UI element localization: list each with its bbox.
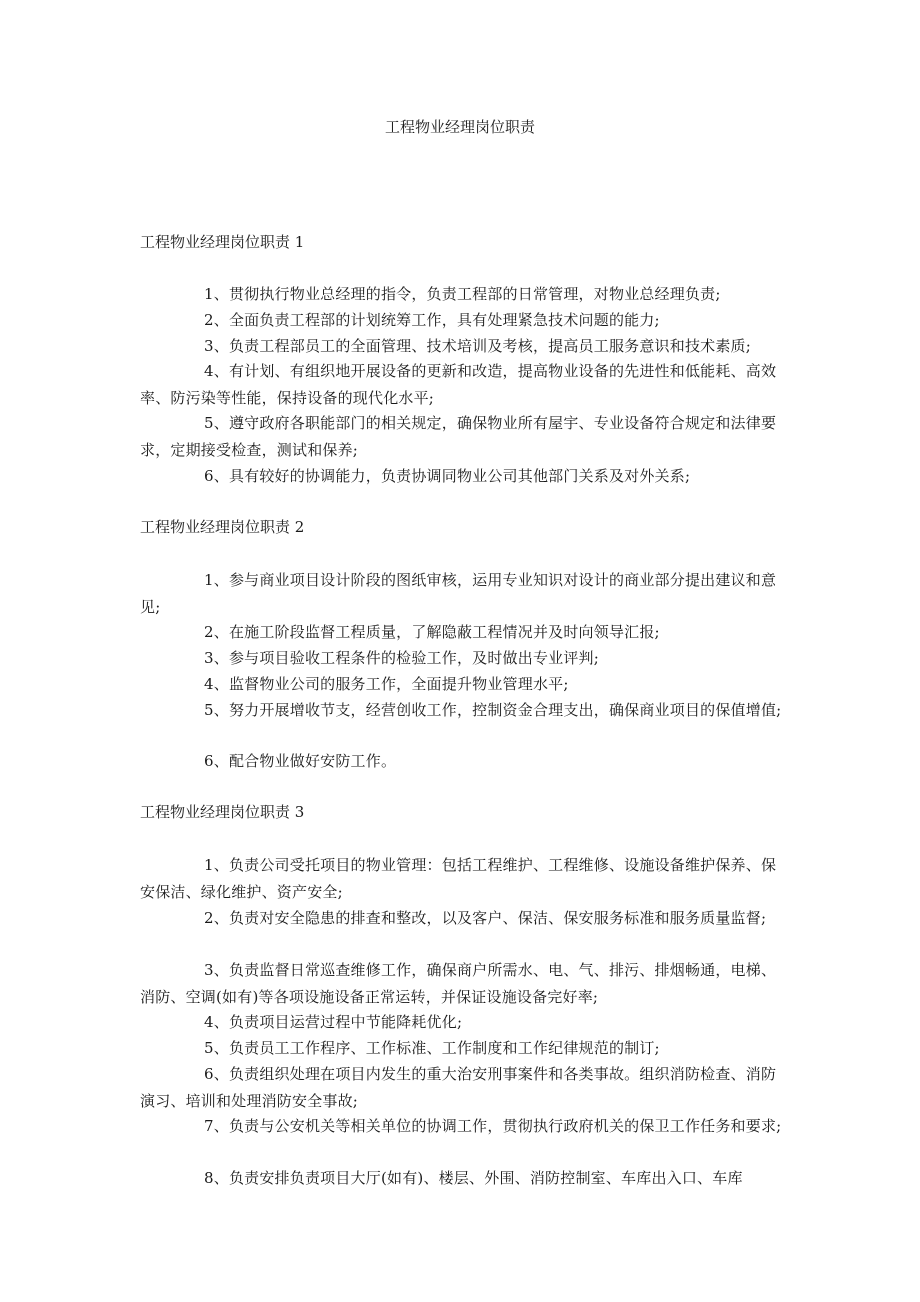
list-item: 4、负责项目运营过程中节能降耗优化; <box>204 1013 463 1031</box>
list-item: 7、负责与公安机关等相关单位的协调工作，贯彻执行政府机关的保卫工作任务和要求; <box>204 1117 782 1135</box>
list-item: 4、监督物业公司的服务工作，全面提升物业管理水平; <box>204 675 569 693</box>
section-heading-2: 工程物业经理岗位职责 2 <box>140 518 305 536</box>
document-title: 工程物业经理岗位职责 <box>384 118 535 136</box>
list-item: 8、负责安排负责项目大厅(如有)、楼层、外围、消防控制室、车库出入口、车库 <box>204 1169 743 1187</box>
list-item: 6、配合物业做好安防工作。 <box>204 752 397 770</box>
list-item: 5、负责员工工作程序、工作标准、工作制度和工作纪律规范的制订; <box>204 1039 660 1057</box>
list-item: 5、遵守政府各职能部门的相关规定，确保物业所有屋宇、专业设备符合规定和法律要求，定期接受检查，测试和保养; <box>140 414 777 459</box>
list-item: 6、负责组织处理在项目内发生的重大治安刑事案件和各类事故。组织消防检查、消防演习、培训和处理消防安全事故; <box>140 1065 777 1110</box>
list-item: 5、努力开展增收节支，经营创收工作，控制资金合理支出，确保商业项目的保值增值; <box>204 701 782 719</box>
list-item: 2、在施工阶段监督工程质量，了解隐蔽工程情况并及时向领导汇报; <box>204 623 660 641</box>
list-item: 2、负责对安全隐患的排查和整改，以及客户、保洁、保安服务标准和服务质量监督; <box>204 909 767 927</box>
list-item: 3、负责工程部员工的全面管理、技术培训及考核，提高员工服务意识和技术素质; <box>204 337 752 355</box>
list-item: 3、参与项目验收工程条件的检验工作，及时做出专业评判; <box>204 649 599 667</box>
list-item: 3、负责监督日常巡查维修工作，确保商户所需水、电、气、排污、排烟畅通，电梯、消防、空调(如有)等各项设施设备正常运转，并保证设施设备完好率; <box>140 961 777 1006</box>
list-item: 1、负责公司受托项目的物业管理：包括工程维护、工程维修、设施设备维护保养、保安保洁、绿化维护、资产安全; <box>140 856 777 901</box>
list-item: 4、有计划、有组织地开展设备的更新和改造，提高物业设备的先进性和低能耗、高效率、防污染等性能，保持设备的现代化水平; <box>140 362 777 407</box>
section-heading-3: 工程物业经理岗位职责 3 <box>140 803 305 821</box>
list-item: 1、贯彻执行物业总经理的指令，负责工程部的日常管理，对物业总经理负责; <box>204 285 721 303</box>
list-item: 1、参与商业项目设计阶段的图纸审核，运用专业知识对设计的商业部分提出建议和意见; <box>140 571 777 616</box>
list-item: 2、全面负责工程部的计划统筹工作，具有处理紧急技术问题的能力; <box>204 311 660 329</box>
section-heading-1: 工程物业经理岗位职责 1 <box>140 233 305 251</box>
list-item: 6、具有较好的协调能力，负责协调同物业公司其他部门关系及对外关系; <box>204 467 691 485</box>
